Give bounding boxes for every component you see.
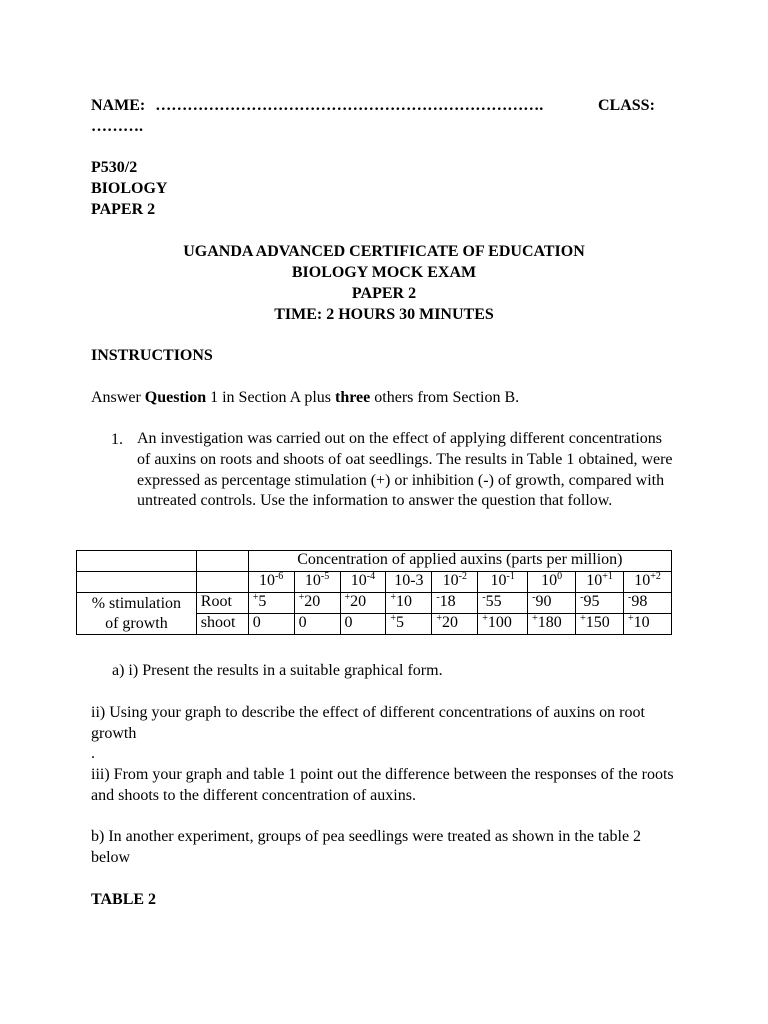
- subject: BIOLOGY: [91, 180, 168, 197]
- name-dots: ……………………………………………………………….: [155, 97, 544, 114]
- question-b: b) In another experiment, groups of pea seedlings were treated as shown in the table 2 below: [91, 828, 642, 866]
- table-cell: [77, 551, 197, 572]
- instr-part-5: others from Section B.: [370, 389, 520, 406]
- title-line-1: UGANDA ADVANCED CERTIFICATE OF EDUCATION: [183, 243, 585, 260]
- root-label: Root: [196, 593, 248, 614]
- table-cell: [196, 572, 248, 593]
- name-field: [91, 96, 543, 116]
- results-table: [76, 550, 672, 635]
- question-1-text: An investigation was carried out on the effect of applying different concentrations of auxins on roots and shoots of oat seedlings. The results in Table 1 obtained, were expressed as percentage stimulation (+) or inhibition (-) of growth, compared with untreated controls. Use the information to answer the question that follow.: [137, 430, 673, 510]
- title-line-4: TIME: 2 HOURS 30 MINUTES: [274, 306, 494, 323]
- concentration-row: [77, 572, 672, 593]
- shoot-value: +100: [478, 614, 528, 635]
- title-line-2: BIOLOGY MOCK EXAM: [291, 264, 477, 281]
- table-cell: [77, 572, 197, 593]
- root-value: -18: [432, 593, 478, 614]
- table-2-heading: TABLE 2: [91, 891, 157, 908]
- instr-part-1: Answer: [91, 389, 145, 406]
- concentration-cell: $10^{-1}$: [478, 572, 528, 593]
- root-value: -98: [624, 593, 672, 614]
- question-a-iii: iii) From your graph and table 1 point out the difference between the responses of the roots and shoots to the different concentration of auxins.: [91, 766, 674, 804]
- instructions-text: [91, 388, 519, 408]
- root-value: +20: [294, 593, 340, 614]
- question-a-i: a) i) Present the results in a suitable graphical form.: [112, 662, 443, 679]
- instructions-heading: INSTRUCTIONS: [91, 347, 213, 364]
- shoot-value: 0: [248, 614, 294, 635]
- shoot-label: shoot: [196, 614, 248, 635]
- shoot-value: 0: [294, 614, 340, 635]
- root-value: -95: [576, 593, 624, 614]
- concentration-cell: $10^{+2}$: [624, 572, 672, 593]
- root-value: +10: [386, 593, 432, 614]
- concentration-cell: $10^{-6}$: [248, 572, 294, 593]
- instr-part-4: three: [335, 389, 371, 406]
- concentration-cell: $10^{-5}$: [294, 572, 340, 593]
- shoot-value: +20: [432, 614, 478, 635]
- concentration-cell: 10-3: [386, 572, 432, 593]
- paper-number: PAPER 2: [91, 201, 156, 218]
- instr-part-3: 1 in Section A plus: [206, 389, 336, 406]
- question-1-number: 1.: [111, 431, 123, 448]
- root-value: +20: [340, 593, 386, 614]
- row-label-line-1: % stimulation: [91, 594, 182, 612]
- root-row: [77, 593, 672, 614]
- table-cell: [196, 551, 248, 572]
- root-value: -90: [528, 593, 576, 614]
- concentration-cell: $10^{-4}$: [340, 572, 386, 593]
- class-label: CLASS:: [598, 97, 655, 114]
- table-header: Concentration of applied auxins (parts per million): [248, 551, 671, 572]
- shoot-value: 0: [340, 614, 386, 635]
- question-a-ii: ii) Using your graph to describe the effect of different concentrations of auxins on root growth: [91, 704, 645, 742]
- row-label-line-2: of growth: [105, 614, 168, 632]
- shoot-value: +5: [386, 614, 432, 635]
- name-label: NAME:: [91, 97, 146, 114]
- concentration-cell: $10^{-2}$: [432, 572, 478, 593]
- row-label: [77, 593, 197, 635]
- root-value: +5: [248, 593, 294, 614]
- shoot-value: +180: [528, 614, 576, 635]
- stray-dot: .: [91, 745, 95, 762]
- concentration-cell: $10^0$: [528, 572, 576, 593]
- table-header-row: [77, 551, 672, 572]
- shoot-value: +150: [576, 614, 624, 635]
- root-value: -55: [478, 593, 528, 614]
- concentration-cell: $10^{+1}$: [576, 572, 624, 593]
- instr-part-2: Question: [144, 389, 207, 406]
- paper-code: P530/2: [91, 159, 138, 176]
- shoot-value: +10: [624, 614, 672, 635]
- class-dots: ……….: [91, 118, 143, 135]
- title-line-3: PAPER 2: [351, 285, 417, 302]
